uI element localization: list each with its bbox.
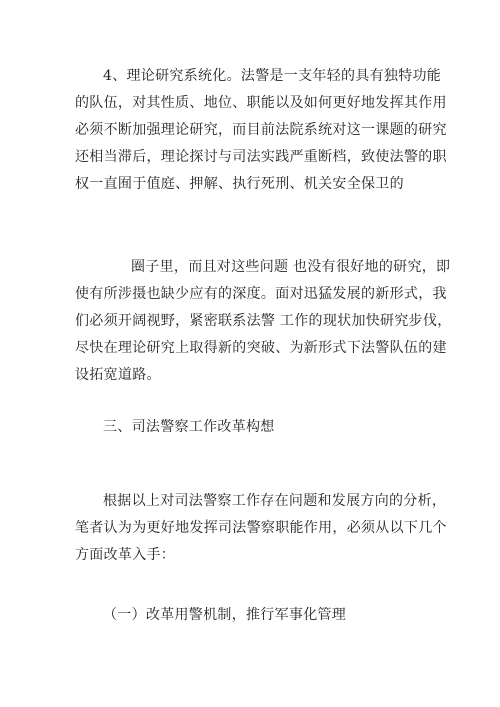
text-line: 必须不断加强理论研究，而目前法院系统对这一课题的研究 [75,122,447,138]
subsection-heading: （一）改革用警机制，推行军事化管理 [103,607,347,623]
text-line: 根据以上对司法警察工作存在问题和发展方向的分析， [103,493,447,509]
section-heading: 三、司法警察工作改革构想 [103,419,275,435]
text-line: 的队伍，对其性质、地位、职能以及如何更好地发挥其作用 [75,95,447,111]
text-line: 还相当滞后，理论探讨与司法实践严重断档，致使法警的职 [75,149,447,165]
text-line: 设拓宽道路。 [75,367,161,383]
text-line: 圈子里，而且对这些问题 也没有很好地的研究，即 [131,259,451,275]
text-line: 权一直囿于值庭、押解、执行死刑、机关安全保卫的 [75,176,404,192]
text-line: 们必须开阔视野，紧密联系法警 工作的现状加快研究步伐， [75,313,452,329]
text-line: 方面改革入手： [75,547,176,563]
text-line: 尽快在理论研究上取得新的突破、为新形式下法警队伍的建 [75,340,447,356]
text-line: 笔者认为为更好地发挥司法警察职能作用，必须从以下几个 [75,520,447,536]
text-line: 使有所涉摄也缺少应有的深度。面对迅猛发展的新形式，我 [75,286,447,302]
text-line: 4、理论研究系统化。法警是一支年轻的具有独特功能 [103,68,442,84]
